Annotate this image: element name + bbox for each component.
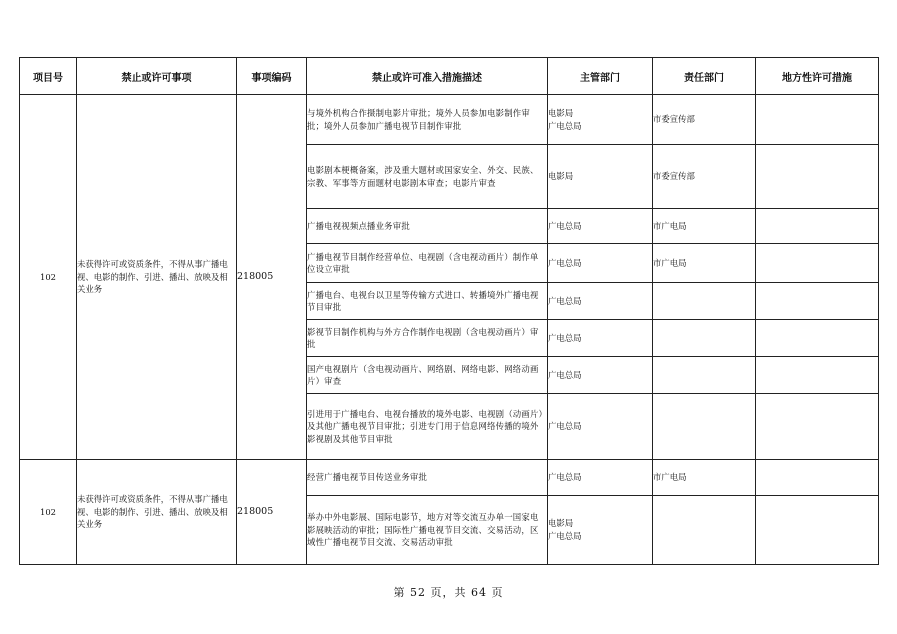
dept-line: 广电总局	[548, 120, 582, 131]
dept-cell	[548, 357, 653, 394]
dept-cell	[548, 320, 653, 357]
resp-cell: 市委宣传部	[653, 145, 756, 209]
header-row	[20, 58, 879, 95]
dept-cell	[548, 283, 653, 320]
resp-cell	[653, 357, 756, 394]
dept-cell	[548, 209, 653, 244]
measure-cell: 经营广播电视节目传送业务审批	[307, 460, 548, 496]
dept-cell	[548, 394, 653, 460]
local-cell	[756, 244, 879, 283]
item-no-cell: 102	[20, 95, 77, 460]
table-row	[20, 95, 879, 145]
dept-line: 广电总局	[548, 295, 582, 306]
local-cell	[756, 145, 879, 209]
dept-line: 电影局	[548, 171, 574, 182]
resp-cell	[653, 394, 756, 460]
table-row	[20, 460, 879, 496]
measure-cell: 影视节目制作机构与外方合作制作电视剧（含电视动画片）审批	[307, 320, 548, 357]
measure-cell: 广播电视节目制作经营单位、电视剧（含电视动画片）制作单位设立审批	[307, 244, 548, 283]
dept-line: 广电总局	[548, 472, 582, 483]
measure-cell: 引进用于广播电台、电视台播放的境外电影、电视剧（动画片）及其他广播电视节目审批；引进专门用于信息网络传播的境外影视剧及其他节目审批	[307, 394, 548, 460]
measure-cell: 广播电台、电视台以卫星等传输方式进口、转播境外广播电视节目审批	[307, 283, 548, 320]
dept-cell	[548, 460, 653, 496]
permit-table	[19, 57, 879, 565]
header-item-no: 项目号	[20, 58, 77, 95]
local-cell	[756, 95, 879, 145]
dept-cell	[548, 145, 653, 209]
code-cell: 218005	[237, 95, 307, 460]
local-cell	[756, 283, 879, 320]
resp-cell	[653, 320, 756, 357]
local-cell	[756, 496, 879, 565]
item-desc-cell: 未获得许可或资质条件，不得从事广播电视、电影的制作、引进、播出、放映及相关业务	[77, 95, 237, 460]
local-cell	[756, 394, 879, 460]
resp-cell	[653, 496, 756, 565]
dept-line: 电影局	[548, 108, 574, 118]
dept-line: 广电总局	[548, 369, 582, 380]
header-item-desc: 禁止或许可事项	[77, 58, 237, 95]
dept-line: 广电总局	[548, 220, 582, 231]
dept-cell	[548, 244, 653, 283]
local-cell	[756, 320, 879, 357]
resp-cell	[653, 283, 756, 320]
header-measure: 禁止或许可准入措施描述	[307, 58, 548, 95]
header-resp: 责任部门	[653, 58, 756, 95]
item-no-cell: 102	[20, 460, 77, 565]
measure-cell: 电影剧本梗概备案，涉及重大题材或国家安全、外交、民族、宗教、军事等方面题材电影剧本审查；电影片审查	[307, 145, 548, 209]
dept-line: 广电总局	[548, 257, 582, 268]
dept-line: 电影局	[548, 518, 574, 528]
resp-cell: 市委宣传部	[653, 95, 756, 145]
dept-line: 广电总局	[548, 332, 582, 343]
local-cell	[756, 357, 879, 394]
measure-cell: 举办中外电影展、国际电影节，地方对等交流互办单一国家电影展映活动的审批；国际性广播电视节目交流、交易活动，区域性广播电视节目交流、交易活动审批	[307, 496, 548, 565]
item-desc-cell: 未获得许可或资质条件，不得从事广播电视、电影的制作、引进、播出、放映及相关业务	[77, 460, 237, 565]
local-cell	[756, 209, 879, 244]
measure-cell: 广播电视视频点播业务审批	[307, 209, 548, 244]
header-local: 地方性许可措施	[756, 58, 879, 95]
dept-cell	[548, 95, 653, 145]
measure-cell: 与境外机构合作摄制电影片审批；境外人员参加电影制作审批；境外人员参加广播电视节目制作审批	[307, 95, 548, 145]
measure-cell: 国产电视剧片（含电视动画片、网络剧、网络电影、网络动画片）审查	[307, 357, 548, 394]
resp-cell: 市广电局	[653, 460, 756, 496]
resp-cell: 市广电局	[653, 209, 756, 244]
dept-line: 广电总局	[548, 530, 582, 541]
page-footer: 第 52 页，共 64 页	[393, 586, 504, 599]
local-cell	[756, 460, 879, 496]
header-dept: 主管部门	[548, 58, 653, 95]
resp-cell: 市广电局	[653, 244, 756, 283]
dept-line: 广电总局	[548, 421, 582, 432]
dept-cell	[548, 496, 653, 565]
code-cell: 218005	[237, 460, 307, 565]
header-code: 事项编码	[237, 58, 307, 95]
